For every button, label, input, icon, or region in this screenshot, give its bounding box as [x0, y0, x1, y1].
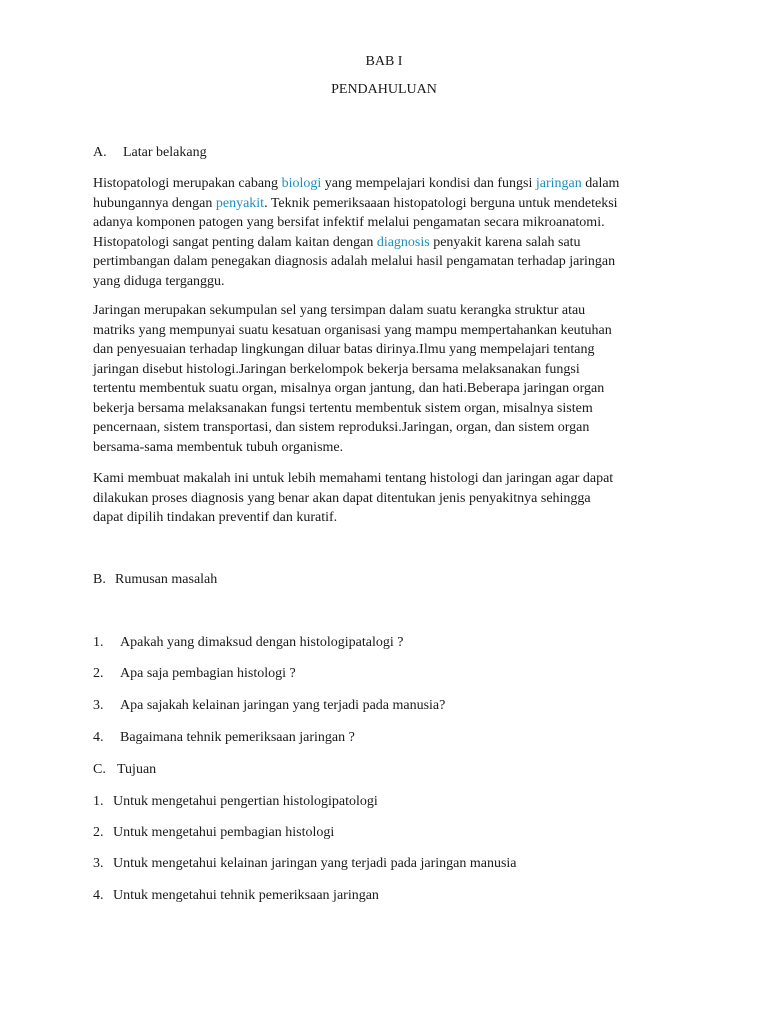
list-item: 2. Apa saja pembagian histologi ?	[93, 666, 296, 681]
section-a-heading	[93, 143, 207, 163]
link-jaringan[interactable]: jaringan	[535, 176, 582, 191]
paragraph-1-line: Histopatologi sangat penting dalam kaitan dengan diagnosis penyakit karena salah satu	[93, 234, 581, 250]
section-b-number: B.	[93, 572, 106, 587]
section-c-heading	[93, 760, 156, 780]
list-item: 2. Untuk mengetahui pembagian histologi	[93, 825, 335, 840]
paragraph-3-line: dilakukan proses diagnosis yang benar akan dapat ditentukan jenis penyakitnya sehingga	[93, 490, 591, 506]
paragraph-3-line: dapat dipilih tindakan preventif dan kuratif.	[93, 510, 338, 525]
paragraph-2-line: tertentu membentuk suatu organ, misalnya organ jantung, dan hati.Beberapa jaringan organ	[93, 381, 605, 396]
list-item: 3. Apa sajakah kelainan jaringan yang terjadi pada manusia?	[93, 698, 446, 713]
paragraph-3-line: Kami membuat makalah ini untuk lebih memahami tentang histologi dan jaringan agar dapat	[93, 471, 614, 486]
paragraph-2-line: Jaringan merupakan sekumpulan sel yang tersimpan dalam suatu kerangka struktur atau	[93, 303, 586, 318]
paragraph-2-line: matriks yang mempunyai suatu kesatuan organisasi yang mampu mempertahankan keutuhan	[93, 322, 612, 338]
list-item: 3. Untuk mengetahui kelainan jaringan yang terjadi pada jaringan manusia	[93, 856, 517, 871]
list-item: 1. Untuk mengetahui pengertian histologipatologi	[93, 794, 378, 809]
link-penyakit[interactable]: penyakit	[215, 195, 265, 211]
section-c-number: C.	[93, 762, 106, 777]
section-a-title: Latar belakang	[123, 145, 207, 160]
link-biologi[interactable]: biologi	[281, 176, 322, 191]
link-diagnosis[interactable]: diagnosis	[376, 234, 430, 250]
section-a-number: A.	[93, 145, 107, 160]
chapter-label: BAB I	[365, 54, 403, 69]
paragraph-1	[93, 174, 693, 291]
paragraph-1-line: hubungannya dengan penyakit. Teknik pemeriksaaan histopatologi berguna untuk mendeteksi	[93, 195, 618, 211]
paragraph-2-line: dan penyesuaian terhadap lingkungan diluar batas dirinya.Ilmu yang mempelajari tentang	[93, 342, 595, 357]
paragraph-2-line: jaringan disebut histologi.Jaringan berkelompok bekerja bersama melaksanakan fungsi	[93, 361, 580, 377]
section-b-heading	[93, 570, 217, 590]
section-b-title: Rumusan masalah	[115, 572, 218, 587]
paragraph-1-line: yang diduga terganggu.	[93, 273, 225, 289]
paragraph-2-line: bekerja bersama melaksanakan fungsi tertentu membentuk sistem organ, misalnya sistem	[93, 400, 593, 416]
chapter-title: PENDAHULUAN	[331, 82, 437, 97]
paragraph-2-line: bersama-sama membentuk tubuh organisme.	[93, 439, 344, 455]
list-item: 4. Untuk mengetahui tehnik pemeriksaan jaringan	[93, 888, 379, 903]
paragraph-1-line: adanya komponen patogen yang bersifat infektif melalui pengamatan secara mikroanatomi.	[93, 215, 605, 230]
list-item: 4. Bagaimana tehnik pemeriksaan jaringan ?	[93, 730, 355, 745]
section-c-title: Tujuan	[117, 762, 157, 777]
paragraph-2-line: pencernaan, sistem transportasi, dan sistem reproduksi.Jaringan, organ, dan sistem organ	[93, 420, 590, 435]
list-item: 1. Apakah yang dimaksud dengan histologipatalogi ?	[93, 635, 404, 650]
paragraph-3	[93, 469, 693, 528]
paragraph-1-line: Histopatologi merupakan cabang biologi yang mempelajari kondisi dan fungsi jaringan dalam	[93, 176, 620, 191]
paragraph-1-line: pertimbangan dalam penegakan diagnosis adalah melalui hasil pengamatan terhadap jaringan	[93, 254, 616, 269]
paragraph-2	[93, 301, 693, 457]
